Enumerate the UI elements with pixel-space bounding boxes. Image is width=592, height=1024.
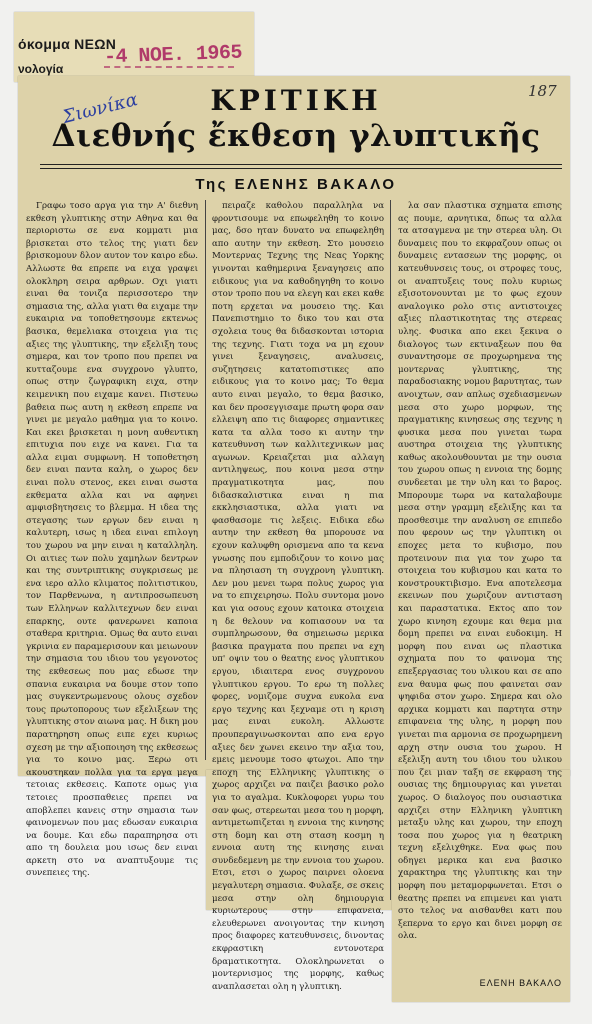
column-divider bbox=[390, 200, 391, 900]
title-rule-double bbox=[40, 168, 562, 169]
newspaper-subtitle: νολογία bbox=[18, 62, 64, 76]
column-1-text: Γραφω τοσο αργα για την Α' διεθνη εκθεση γλυπτικης στην Αθηνα και θα περιοριστω σε ενα κομματι μια βρισκεται στο τελος της γιατι δεν βρισκομουν δλον αυτον τον καιρο εδω. Αλλωστε θα επρεπε να ειχα γραψει ολοκληρη σειρα αρθρων. Οχι γιατι ειναι θα τονιζα περισσοτερο την σημασια της, αλλα γιατι θα ειχαμε την ευκαιρια να τοποθετησουμε εκτενως βασικα, θεμελιακα στοιχεια για τις αξιες της γλυπτικης, την εξελιξη τους σημερα, και τον τροπο που πρεπει να κυτταζουμε ενα συγχρονο γλυπτο, οπως στην ζωγραφικη ειχα, στην κειμενικη που ειχαμε κανει. Πιστευω βαθεια πως αυτη η εκθεση επρεπε να γινει με μεγαλο μαθημα για το κοινο. Και εκει βρισκεται η μονη αυθεντικη επιτυχια που ειχε να κανει. Για τα αλλα ειμαι συμφωνη. Η τοποθετηση δεν ειναι παντα καλη, ο χωρος δεν ειναι πολυ στενος, εκει ειναι σωστα εκθεματα αλλα και να αφηνει αμφισβητησεις το βλεμμα. Η ιδεα της στεγασης των εργων δεν ειναι η καλυτερη, ισως η ιδεα ειναι επιλογη του χωρου να μην ειναι η καταλληλη. Οι αιτιες των πολυ χαμηλων δεντρων και της συντριπτικης συγκρισεως με ενα ιερο αλλο κλιματος πολιτιστικου, τον Παρθενωνα, η αντιπροσωπευση των Ελληνων καλλιτεχνων δεν ειναι επαρκης, ουτε φανερωνει καποια σταθερα κριτηρια. Ομως θα αυτο ειναι γκρινια εν παραμερισουν και μειωνουν την σημασια του ιδιου του γεγονοτος της εκθεσεως που μας εδωσε την σπανια ευκαιρια να δουμε στον τοπο μας συγκεντρωμενους ολους σχεδον τους πρωτοπορους των εξελιξεων της γλυπτικης στον αιωνα μας. Η δικη μου παρατηρηση οπως ειπε εχει κυριως σχεση με την αξιοποιηση της εκθεσεως για το κοινο μας. Ξερω οτι ακουστηκαν πολλα για τα εργα μεγα τετοιας εκθεσεις. Καποτε ομως για τετοιες προσπαθειες πρεπει να αποβλεπει κανεις στην σημασια των φαινομενων που μας εδωσαν ευκαιρια να δουμε. Και εδω παραπηρησα οτι απο τη δουλεια μου ισως δεν ειναι αρκετη στο να αναπτυξουμε τις συνεπειες της. bbox=[26, 201, 198, 879]
newspaper-name: όκομμα ΝΕΩΝ bbox=[18, 36, 117, 52]
page-number: 187 bbox=[528, 82, 557, 100]
stamp-underline bbox=[104, 66, 234, 68]
article-byline: Της ΕΛΕΝΗΣ ΒΑΚΑΛΟ bbox=[195, 176, 397, 193]
article-column-3 bbox=[398, 200, 562, 960]
author-signature: ΕΛΕΝΗ ΒΑΚΑΛΟ bbox=[479, 978, 562, 988]
date-stamp: -4 ΝΟΕ. 1965 bbox=[103, 41, 243, 70]
column-3-text: λα σαν πλαστικα σχηματα επισης ας πουμε, αρνητικα, δπως τα αλλα τα ατσαγμενα με την στερεα υλη. Οι δυναμεις που το εκφραζουν οπως οι δυναμεις εντασεων της μορφης, οι κατευθυνσεις τους, οι στροφες τους, οι αναπτυξεις τους πολυ κυριως εξισοτονουνται με το φως εχουν αναλογικο ρολο στις αντιστοιχες αξιες πλαστικοτητας της στερεας υλης. Φυσικα απο εκει ξεκινα ο διαλογος των εκτιναξεων που θα συναντησομε σε προχωρημενα της μοντερνας γλυπτικης, της παραδοσιακης νομου βαρυτητας, των ανοιχτων, σαν απλως σχεδιασμενων μεσα στο χωρο μορφων, της πραγματικης κινησεως σης τεχνης η φυσικα μεσα που γινεται τωρα αυστηρα στοιχεια της γλυπτικης καθως ακολουθουνται με την ουσια του χωρου οπως η εννοια της δομης συνδεεται με την υλη και το βαρος. Μπορουμε τωρα να καταλαβουμε μεσα στην γραμμη εξελιξης και τα προσθεσιμε την αναλυση σε επιπεδο που φερουν ως την γλυπτικη οι εποχες μετα το κυβισμο, που προτεινουν πια για τον χωρο τα στοιχεια του κυβισμου και κατα το κονστρουκτιβισμο. Ενα αποτελεσμα εκεινων που χωριζουν αντισταση και παραστατικα. Εκτος απο τον χωρο κινηση εχουμε και θεμα μια δομη πρεπει να ειναι ευδοκιμη. Η μορφη που ειναι ως πλαστικα σχηματα που το φαινομα της επεξεργασιας του υλικου και σε απο ενα θαυμα φως που φαινεται σαν ψηφιδα στον χωρο. Σημερα και ολο αρχικα κομματι και παρτητα στην επιφανεια της υλης, η μορφη που γινεται πια αρμονια σε προχωρημενη αρχη στην ουσια του χωρου. Η εξελιξη αυτη του ιδιου του υλικου που ζει μιαν ταξη σε εκφραση της ουσιας της δημιουργιας και γινεται χωρος. Ο διαλογος που ουσιαστικα αρχιζει στην Ελληνικη γλυπτικη μεταξυ υλης και χωρου, την εποχη τοσα που χωρος για η θεατρικη τεχνη εξελιχθηκε. Ενα φως που οδηγει μερικα και ενα βασικο χαρακτηρα της γλυπτικης και την μορφη που μεταμορφωνεται. Ετσι ο θεατης πρεπει να επιμενει και γιατι στο τελος να αισθανθει κατι που ξεπερνα το εργο και δινει μορφη σε ολα. bbox=[398, 201, 562, 942]
article-column-1 bbox=[26, 200, 198, 879]
article-title: Διεθνής ἔκθεση γλυπτικῆς bbox=[51, 118, 541, 154]
title-rule bbox=[40, 164, 562, 165]
section-heading: ΚΡΙΤΙΚΗ bbox=[210, 84, 382, 117]
article-column-2 bbox=[212, 200, 384, 992]
column-divider bbox=[205, 200, 206, 760]
column-2-text: πειραζε καθολου παραλληλα να φροντισουμε να επωφεληθη το κοινο μας, δσο ηταν δυνατο να επωφεληθη απο αυτην την εκθεση. Στο μουσειο Μοντερνας Τεχνης της Νεας Υορκης γινονται καθημερινα ξεναγησεις απο ειδικους για να καθοδηγηθη το κοινο στον τροπο που να ελεγη και εκει καθε ποτη ερχεται να μουσειο της. Και Πανεπιστημιο το δικο του και στα σχολεια τους θα διδασκονται ιστορια της τεχνης. Γιατι τοχα να μη εχουν γινει ξεναγησεις, αναλυσεις, συζητησεις κατατοπιστικες απο ειδικους για το κοινο μας; Το θεμα αυτο ειναι μεγαλο, το θεμα βασικο, και δεν προσεγγισαμε πρωτη φορα σαν ελλειψη απο τις διαφορες σημαντικες κατα τα αλλα τοσο κι αυτην την κατευθυνση των καλλιτεχνικων μας αγωνων. Κρειαζεται μια αλλαγη αντιληψεως, που κοινα μεσα στην πραγματικοτητα μας, που διδασκαλιστικα ειναι η πια εκκλησιαστικα, αλλα γιατι να φασθασομε τις λεξεις. Ειδικα εδω αυτην την εκθεση θα μπορουσε να εχουν καλυφθη ορισμενα απο τα κενα γνωσης που εμποδιζουν το κοινο μας να πλησιαση τη συγχρονη γλυπτικη. Δεν μου μενει τωρα πολυς χωρος για να το επιχειρησω. Πολυ συντομα μονο και για οσους εχουν κατοικα στοιχεια η δε θελουν να κοπιασουν να τα συμπληρωσουν, θα σημειωσω μερικα βασικα πραγματα που πρεπει να εχη υπ' οψιν του ο θεατης ενος γλυπτικου εργου, ιδιαιτερα ενος συγχρονου γλυπτικου εργου. Το ερω τη πολλες φορες, νομιζομε συχνα ευκολα ενα εργο τεχνης και ξεχναμε οτι η κριση μας ειναι ευκολη. Αλλωστε προυπεραγινωσκονται απο ενα εργο αξιες δεν χωνει εκεινο την αξια του, εμεις μενουμε τοσο φτωχοι. Απο την εποχη της Ελληνικης γλυπτικης ο χωρος αρχιζει να παιζει βασικο ρολο για το αγαλμα. Κυκλοφορει γυρω του σαν φως, στερεωται μεσα του η μορφη, αντιμετωπιζεται η εννοια της κινησης στη δομη και στη σταση κοσμη η εννοια αυτη της κινησης ειναι συνδεδεμενη με την εννοια του χωρου. Ετσι, ετσι ο χωρος παιρνει ολοενα μεγαλυτερη σημασια. Φυλαξε, σε σκεις μεσα στην ολη δημιουργια κυριωτερους στην επιφανεια, ελευθερωνει ανοιγοντας την κινηση προς διαφορες κατευθυνσεις, δινοντας εκφραστικη εντονοτερα δραματικοτητα. Ολοκληρωνεται ο μοντερνισμος της μορφης, καθως αναπλασεται ολη η γλυπτικη. bbox=[212, 201, 384, 992]
handwritten-annotation: Σιωνίκα bbox=[60, 89, 140, 128]
